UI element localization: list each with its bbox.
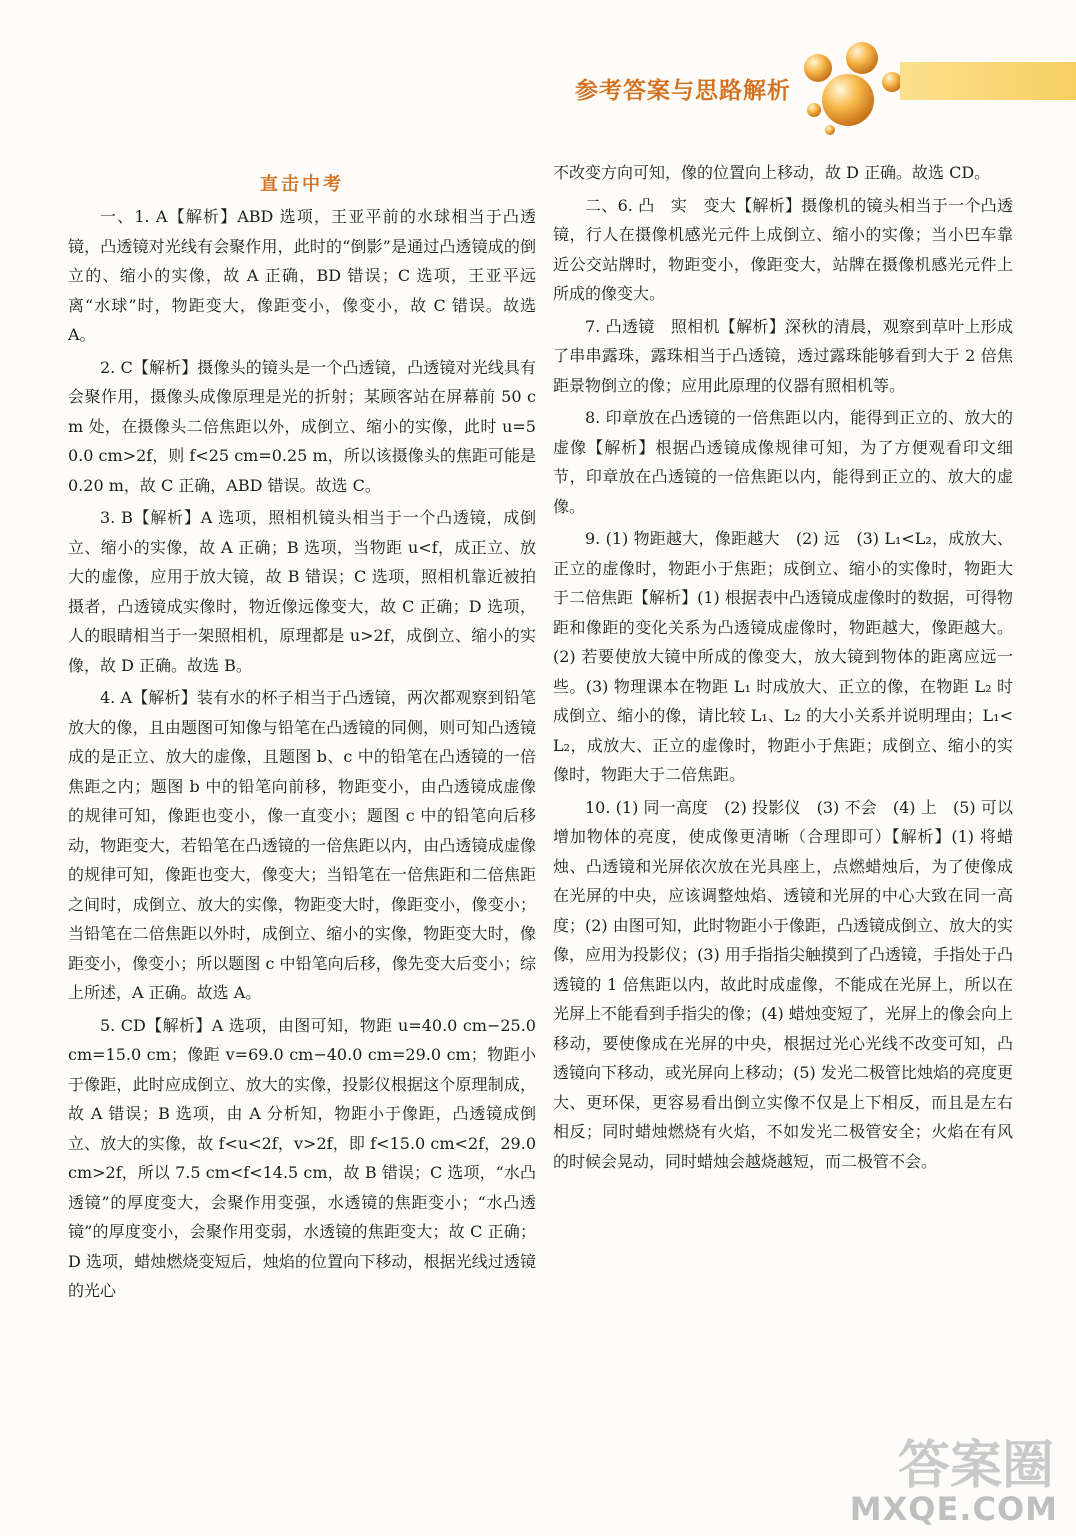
watermark-logo: 答案圈 (897, 1436, 1054, 1496)
watermark (849, 1406, 1076, 1536)
answer-4: 4. A【解析】装有水的杯子相当于凸透镜，两次都观察到铅笔放大的像，且由题图可知像与铅笔在凸透镜的同侧，则可知凸透镜成的是正立、放大的虚像，且题图 b、c 中的铅笔在凸透镜的一倍焦距之内；题图 b 中的铅笔向前移，物距变小，由凸透镜成虚像的规律可知，像距也变小，像一直变小；题图 c 中的铅笔向后移动，物距变大，若铅笔在凸透镜的一倍焦距以内，由凸透镜成虚像的规律可知，像距也变大，像变大；当铅笔在一倍焦距和二倍焦距之间时，成倒立、放大的实像，物距变大时，像距变小，像变小；当铅笔在二倍焦距以外时，成倒立、缩小的实像，物距变大时，像距变小，像变小；所以题图 c 中铅笔向后移，像先变大后变小；综上所述，A 正确。故选 A。 (68, 688, 536, 1002)
answer-1: 一、1. A【解析】ABD 选项，王亚平前的水球相当于凸透镜，凸透镜对光线有会聚作用，此时的“倒影”是通过凸透镜成的倒立的、缩小的实像，故 A 正确，BD 错误；C 选项，王亚平远离“水球”时，物距变大，像距变小，像变小，故 C 错误。故选 A。 (68, 207, 536, 344)
answer-5-continued: 不改变方向可知，像的位置向上移动，故 D 正确。故选 CD。 (553, 163, 991, 182)
answer-8: 8. 印章放在凸透镜的一倍焦距以内，能得到正立的、放大的虚像【解析】根据凸透镜成像规律可知，为了方便观看印文细节，印章放在凸透镜的一倍焦距以内，能得到正立的、放大的虚像。 (553, 408, 1013, 516)
right-column (553, 158, 1013, 1179)
watermark-url: MXQE.COM (849, 1490, 1058, 1528)
section-heading: 直击中考 (260, 174, 344, 195)
answer-5: 5. CD【解析】A 选项，由图可知，物距 u=40.0 cm−25.0 cm=15.0 cm；像距 v=69.0 cm−40.0 cm=29.0 cm；物距小于像距，此时应成倒立、放大的实像，投影仪根据这个原理制成，故 A 错误；B 选项，由 A 分析知，物距小于像距，凸透镜成倒立、放大的实像，故 f<u<2f，v>2f，即 f<15.0 cm<2f，29.0 cm>2f，所以 7.5 cm<f<14.5 cm，故 B 错误；C 选项，“水凸透镜”的厚度变大，会聚作用变强，水透镜的焦距变小；“水凸透镜”的厚度变小，会聚作用变弱，水透镜的焦距变大；故 C 正确；D 选项，蜡烛燃烧变短后，烛焰的位置向下移动，根据光线过透镜的光心 (68, 1015, 536, 1300)
answer-7: 7. 凸透镜 照相机【解析】深秋的清晨，观察到草叶上形成了串串露珠，露珠相当于凸透镜，透过露珠能够看到大于 2 倍焦距景物倒立的像；应用此原理的仪器有照相机等。 (553, 316, 1013, 395)
answer-6: 二、6. 凸 实 变大【解析】摄像机的镜头相当于一个凸透镜，行人在摄像机感光元件上成倒立、缩小的实像；当小巴车靠近公交站牌时，物距变小，像距变大，站牌在摄像机感光元件上所成的像变大。 (553, 195, 1013, 303)
left-column (68, 158, 536, 1309)
header-color-bar (900, 62, 1076, 100)
answer-3: 3. B【解析】A 选项，照相机镜头相当于一个凸透镜，成倒立、缩小的实像，故 A 正确；B 选项，当物距 u<f，成正立、放大的虚像，应用于放大镜，故 B 错误；C 选项，照相机靠近被拍摄者，凸透镜成实像时，物近像远像变大，故 C 正确；D 选项，人的眼睛相当于一架照相机，原理都是 u>2f，成倒立、缩小的实像，故 D 正确。故选 B。 (68, 508, 536, 675)
header-title: 参考答案与思路解析 (575, 78, 791, 104)
answer-9: 9. (1) 物距越大，像距越大 (2) 远 (3) L₁<L₂，成放大、正立的虚像时，物距小于焦距；成倒立、缩小的实像时，物距大于二倍焦距【解析】(1) 根据表中凸透镜成虚像时的数据，可得物距和像距的变化关系为凸透镜成虚像时，物距越大，像距越大。(2) 若要使放大镜中所成的像变大，放大镜到物体的距离应远一些。(3) 物理课本在物距 L₁ 时成放大、正立的像，在物距 L₂ 时成倒立、缩小的像，请比较 L₁、L₂ 的大小关系并说明理由；L₁<L₂，成放大、正立的虚像时，物距小于焦距；成倒立、缩小的实像时，物距大于二倍焦距。 (553, 529, 1013, 784)
answer-2: 2. C【解析】摄像头的镜头是一个凸透镜，凸透镜对光线具有会聚作用，摄像头成像原理是光的折射；某顾客站在屏幕前 50 cm 处，在摄像头二倍焦距以外，成倒立、缩小的实像，此时 u=50.0 cm>2f，则 f<25 cm=0.25 m，所以该摄像头的焦距可能是 0.20 m，故 C 正确，ABD 错误。故选 C。 (68, 357, 536, 495)
answer-10: 10. (1) 同一高度 (2) 投影仪 (3) 不会 (4) 上 (5) 可以增加物体的亮度，使成像更清晰（合理即可）【解析】(1) 将蜡烛、凸透镜和光屏依次放在光具座上，点燃蜡烛后，为了使像成在光屏的中央，应该调整烛焰、透镜和光屏的中心大致在同一高度；(2) 由图可知，此时物距小于像距，凸透镜成倒立、放大的实像，应用为投影仪；(3) 用手指指尖触摸到了凸透镜，手指处于凸透镜的 1 倍焦距以内，故此时成虚像，不能成在光屏上，所以在光屏上不能看到手指尖的像；(4) 蜡烛变短了，光屏上的像会向上移动，要使像成在光屏的中央，根据过光心光线不改变可知，凸透镜向下移动，或光屏向上移动；(5) 发光二极管比烛焰的亮度更大、更环保，更容易看出倒立实像不仅是上下相反，而且是左右相反；同时蜡烛燃烧有火焰，不如发光二极管安全；火焰在有风的时候会晃动，同时蜡烛会越烧越短，而二极管不会。 (553, 797, 1013, 1171)
page-header (0, 0, 1076, 140)
